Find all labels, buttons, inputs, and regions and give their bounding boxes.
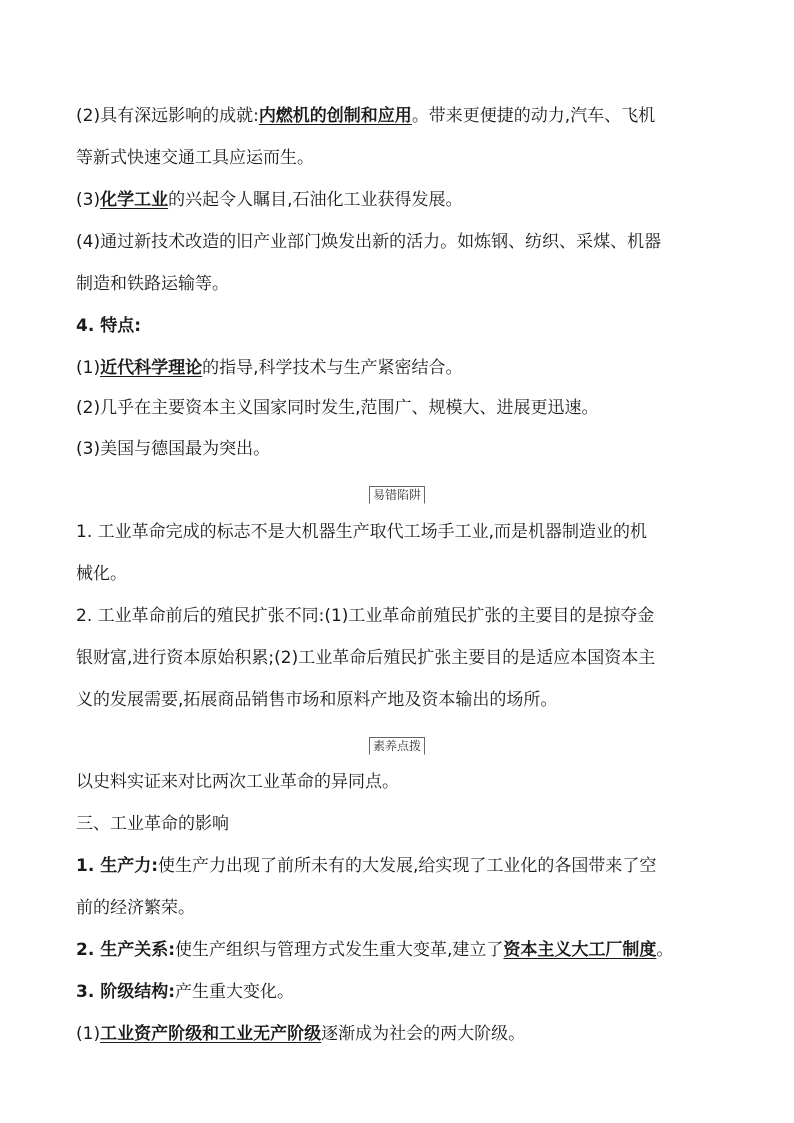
text-line: 2. 生产关系:使生产组织与管理方式发生重大变革,建立了资本主义大工厂制度。 [76,940,674,960]
literacy-tag: 素养点拨 [0,737,794,755]
pitfall-tag: 易错陷阱 [0,486,794,504]
text-line: 银财富,进行资本原始积累;(2)工业革命后殖民扩张主要目的是适应本国资本主 [76,648,656,668]
text-line: (3)化学工业的兴起令人瞩目,石油化工业获得发展。 [76,190,463,210]
text-line: 义的发展需要,拓展商品销售市场和原料产地及资本输出的场所。 [76,690,558,710]
text-line: (4)通过新技术改造的旧产业部门焕发出新的活力。如炼钢、纺织、采煤、机器 [76,232,662,252]
text-line: 2. 工业革命前后的殖民扩张不同:(1)工业革命前殖民扩张的主要目的是掠夺金 [76,606,655,626]
key-term: 化学工业 [100,190,169,210]
key-term: 近代科学理论 [100,358,203,378]
text-line: 3. 阶级结构:产生重大变化。 [76,982,295,1002]
section-heading: 4. 特点: [76,316,142,336]
text-line: (1)工业资产阶级和工业无产阶级逐渐成为社会的两大阶级。 [76,1024,526,1044]
text-line: 以史料实证来对比两次工业革命的异同点。 [76,772,399,792]
key-term: 工业资产阶级和工业无产阶级 [100,1024,322,1044]
text-line: (1)近代科学理论的指导,科学技术与生产紧密结合。 [76,358,463,378]
key-term: 资本主义大工厂制度 [503,940,657,960]
section-heading: 三、工业革命的影响 [76,814,229,834]
text-line: 等新式快速交通工具应运而生。 [76,148,314,168]
text-line: 1. 生产力:使生产力出现了前所未有的大发展,给实现了工业化的各国带来了空 [76,856,657,876]
text-line: (3)美国与德国最为突出。 [76,439,271,459]
text-line: 1. 工业革命完成的标志不是大机器生产取代工场手工业,而是机器制造业的机 [76,522,648,542]
text-line: (2)具有深远影响的成就:内燃机的创制和应用。带来更便捷的动力,汽车、飞机 [76,106,656,126]
text-line: (2)几乎在主要资本主义国家同时发生,范围广、规模大、进展更迅速。 [76,398,599,418]
text-line: 前的经济繁荣。 [76,898,195,918]
text-line: 制造和铁路运输等。 [76,274,229,294]
text-line: 械化。 [76,564,127,584]
key-term: 内燃机的创制和应用 [258,106,412,126]
